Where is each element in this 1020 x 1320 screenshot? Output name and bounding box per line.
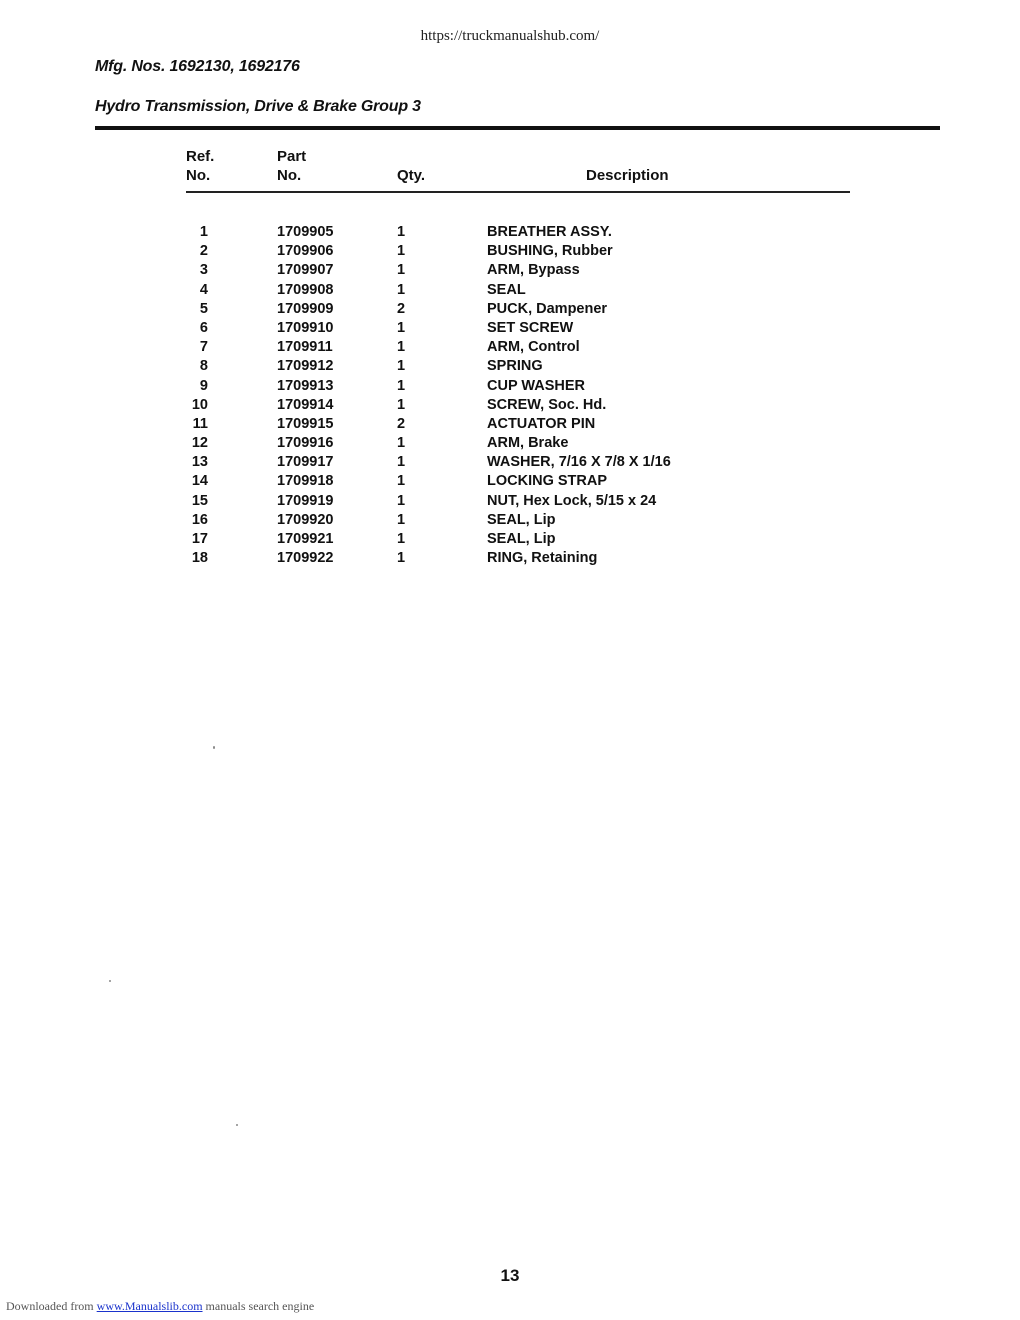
part-number-cell: 1709915 bbox=[277, 415, 334, 432]
part-number-cell: 1709918 bbox=[277, 473, 334, 490]
scan-speck bbox=[213, 746, 215, 749]
col-header-ref-line2: No. bbox=[186, 167, 211, 184]
col-header-qty: Qty. bbox=[397, 167, 426, 184]
col-header-part-line2: No. bbox=[277, 167, 302, 184]
page-number: 13 bbox=[500, 1266, 520, 1285]
part-number-cell: 1709905 bbox=[277, 224, 334, 240]
col-header-ref-line1: Ref. bbox=[186, 148, 215, 165]
table-row bbox=[0, 397, 1020, 416]
ref-cell: 15 bbox=[191, 492, 208, 509]
ref-cell: 9 bbox=[199, 377, 208, 394]
description-cell: ARM, Control bbox=[487, 339, 580, 356]
part-number-cell: 1709911 bbox=[277, 339, 333, 356]
table-row bbox=[0, 243, 1020, 262]
footer-prefix: Downloaded from bbox=[6, 1299, 94, 1313]
qty-cell: 1 bbox=[397, 396, 406, 413]
description-cell: ARM, Brake bbox=[487, 435, 569, 452]
ref-cell: 12 bbox=[191, 435, 208, 452]
description-cell: BREATHER ASSY. bbox=[487, 224, 612, 240]
ref-cell: 1 bbox=[199, 224, 208, 240]
ref-cell: 11 bbox=[192, 415, 208, 432]
description-cell: RING, Retaining bbox=[487, 550, 598, 567]
col-header-ref bbox=[186, 147, 214, 185]
qty-cell: 1 bbox=[397, 358, 406, 375]
description-cell: ACTUATOR PIN bbox=[487, 415, 596, 432]
description-cell: SEAL, Lip bbox=[487, 511, 556, 528]
description-cell: BUSHING, Rubber bbox=[487, 243, 613, 260]
description-cell: SPRING bbox=[487, 358, 543, 375]
footer-suffix: manuals search engine bbox=[205, 1299, 315, 1313]
description-cell: SCREW, Soc. Hd. bbox=[487, 396, 607, 413]
qty-cell: 1 bbox=[397, 262, 406, 279]
qty-cell: 1 bbox=[397, 319, 406, 336]
qty-cell: 1 bbox=[397, 492, 406, 509]
description-cell: WASHER, 7/16 X 7/8 X 1/16 bbox=[487, 454, 671, 471]
col-header-part-line1: Part bbox=[277, 148, 307, 165]
scan-speck bbox=[109, 980, 111, 982]
ref-cell: 17 bbox=[191, 531, 208, 547]
ref-cell: 3 bbox=[199, 262, 208, 279]
description-cell: ARM, Bypass bbox=[487, 262, 580, 279]
table-row bbox=[0, 301, 1020, 320]
col-header-description: Description bbox=[586, 167, 669, 184]
qty-cell: 1 bbox=[397, 377, 406, 394]
ref-cell: 2 bbox=[199, 243, 208, 260]
group-title: Hydro Transmission, Drive & Brake Group 3 bbox=[95, 98, 421, 115]
table-row bbox=[0, 339, 1020, 358]
qty-cell: 1 bbox=[397, 550, 406, 567]
qty-cell: 1 bbox=[397, 435, 406, 452]
footer bbox=[6, 1299, 314, 1314]
qty-cell: 1 bbox=[397, 511, 406, 528]
table-row bbox=[0, 224, 1020, 243]
qty-cell: 1 bbox=[397, 224, 406, 240]
table-row bbox=[0, 454, 1020, 473]
ref-cell: 7 bbox=[199, 339, 208, 356]
qty-cell: 1 bbox=[397, 454, 406, 471]
ref-cell: 6 bbox=[199, 319, 208, 336]
ref-cell: 14 bbox=[191, 473, 208, 490]
part-number-cell: 1709916 bbox=[277, 435, 334, 452]
part-number-cell: 1709919 bbox=[277, 492, 334, 509]
part-number-cell: 1709914 bbox=[277, 396, 334, 413]
ref-cell: 16 bbox=[191, 511, 208, 528]
table-row bbox=[0, 473, 1020, 492]
ref-cell: 5 bbox=[199, 300, 208, 317]
mfg-numbers: Mfg. Nos. 1692130, 1692176 bbox=[95, 58, 300, 75]
table-row bbox=[0, 282, 1020, 301]
description-cell: LOCKING STRAP bbox=[487, 473, 608, 490]
qty-cell: 1 bbox=[397, 281, 406, 298]
table-header-rule bbox=[186, 191, 850, 193]
qty-cell: 1 bbox=[397, 339, 406, 356]
description-cell: NUT, Hex Lock, 5/15 x 24 bbox=[487, 492, 657, 509]
part-number-cell: 1709922 bbox=[277, 550, 334, 567]
part-number-cell: 1709910 bbox=[277, 319, 334, 336]
scan-speck bbox=[236, 1124, 238, 1126]
ref-cell: 18 bbox=[191, 550, 208, 567]
part-number-cell: 1709921 bbox=[277, 531, 334, 547]
part-number-cell: 1709907 bbox=[277, 262, 334, 279]
part-number-cell: 1709908 bbox=[277, 281, 334, 298]
header-rule bbox=[95, 126, 940, 130]
table-row bbox=[0, 262, 1020, 281]
table-row bbox=[0, 512, 1020, 531]
source-url: https://truckmanualshub.com/ bbox=[420, 28, 600, 44]
parts-table bbox=[0, 224, 1020, 569]
ref-cell: 10 bbox=[191, 396, 208, 413]
description-cell: CUP WASHER bbox=[487, 377, 586, 394]
ref-cell: 8 bbox=[199, 358, 208, 375]
part-number-cell: 1709906 bbox=[277, 243, 334, 260]
ref-cell: 13 bbox=[191, 454, 208, 471]
table-row bbox=[0, 358, 1020, 377]
qty-cell: 1 bbox=[397, 243, 406, 260]
description-cell: SEAL bbox=[487, 281, 526, 298]
ref-cell: 4 bbox=[199, 281, 208, 298]
part-number-cell: 1709909 bbox=[277, 300, 334, 317]
qty-cell: 2 bbox=[397, 300, 406, 317]
table-row bbox=[0, 378, 1020, 397]
table-row bbox=[0, 531, 1020, 550]
description-cell: SEAL, Lip bbox=[487, 531, 556, 547]
col-header-part bbox=[277, 147, 306, 185]
part-number-cell: 1709917 bbox=[277, 454, 334, 471]
table-row bbox=[0, 416, 1020, 435]
description-cell: PUCK, Dampener bbox=[487, 300, 608, 317]
part-number-cell: 1709913 bbox=[277, 377, 334, 394]
table-row bbox=[0, 550, 1020, 569]
manualslib-link[interactable]: www.Manualslib.com bbox=[96, 1299, 203, 1313]
part-number-cell: 1709920 bbox=[277, 511, 334, 528]
table-row bbox=[0, 320, 1020, 339]
qty-cell: 2 bbox=[397, 415, 406, 432]
description-cell: SET SCREW bbox=[487, 319, 574, 336]
table-row bbox=[0, 435, 1020, 454]
qty-cell: 1 bbox=[397, 473, 406, 490]
table-row bbox=[0, 493, 1020, 512]
part-number-cell: 1709912 bbox=[277, 358, 334, 375]
qty-cell: 1 bbox=[397, 531, 406, 547]
